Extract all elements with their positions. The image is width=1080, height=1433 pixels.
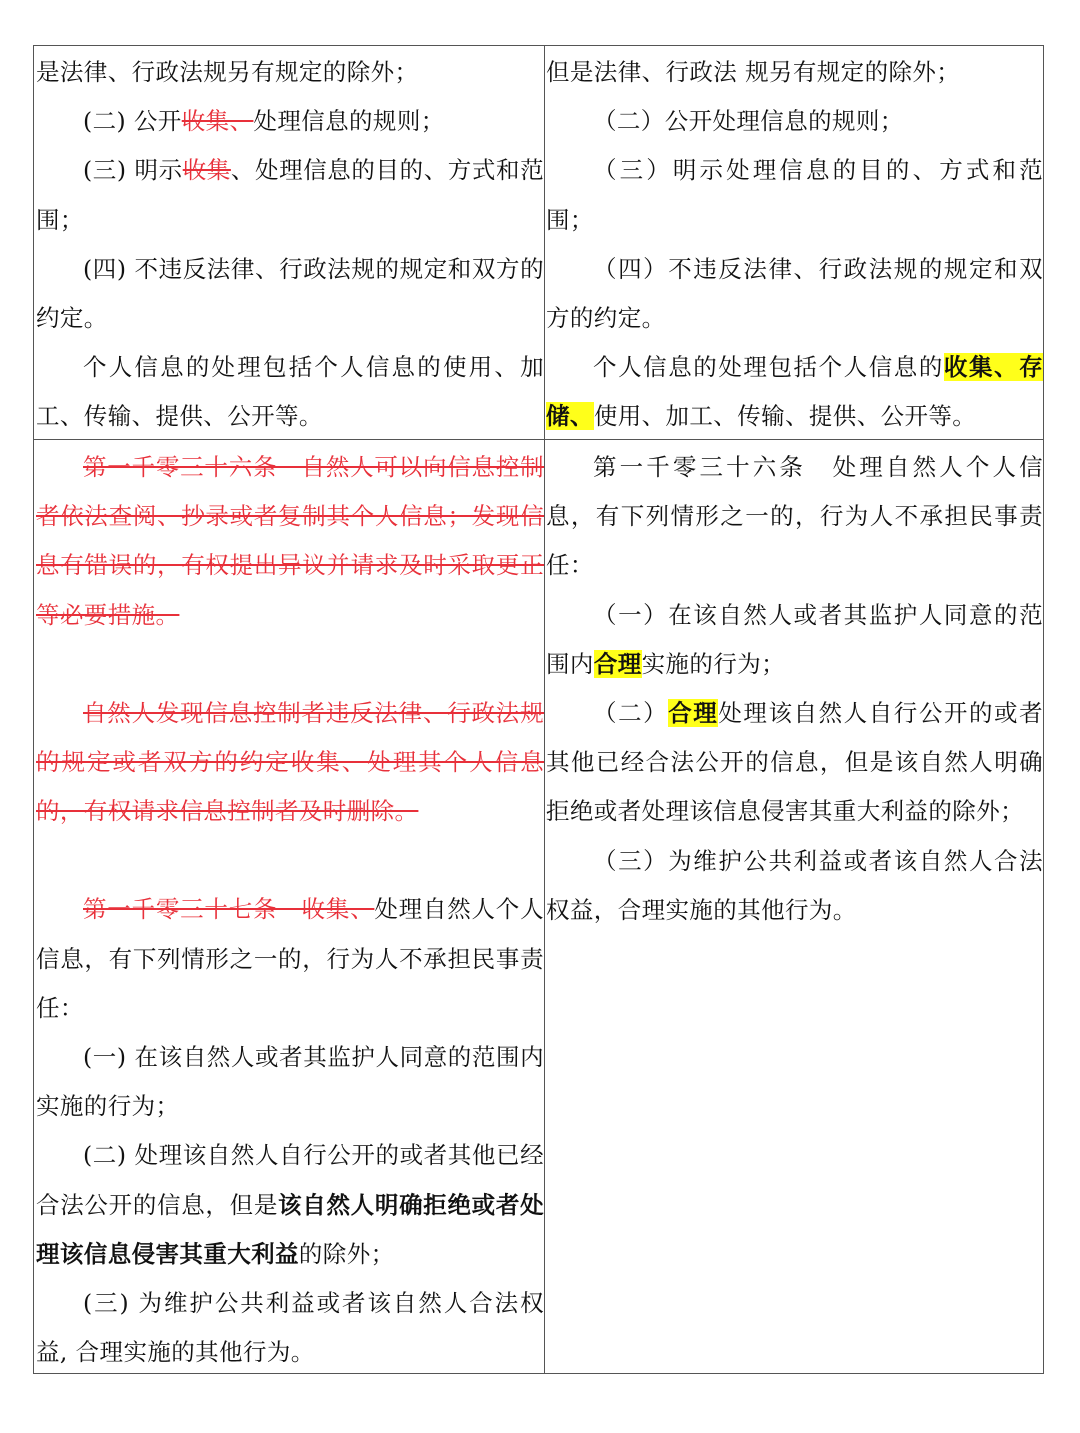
- deleted-text: 收集、: [181, 107, 254, 136]
- text: 、处理信息的目的、方式和范围；: [36, 156, 544, 234]
- text: (二) 公开: [83, 107, 182, 136]
- paragraph: (三) 为维护公共利益或者该自然人合法权益, 合理实施的其他行为。: [36, 1289, 544, 1367]
- text: (三) 明示: [83, 156, 183, 185]
- paragraph: （二）公开处理信息的规则；: [593, 107, 904, 136]
- paragraph: [36, 146, 544, 244]
- highlighted-text: 合理: [593, 649, 642, 678]
- paragraph: （三）为维护公共利益或者该自然人合法权益，合理实施的其他行为。: [546, 846, 1043, 924]
- paragraph: [36, 1131, 544, 1279]
- paragraph: 是法律、行政法规另有规定的除外；: [36, 58, 419, 86]
- bold-text: 该自然人明确拒绝或者处理该信息侵害其重大利益: [36, 1190, 544, 1268]
- text: 处理该自然人自行公开的或者其他已经合法公开的信息，但是该自然人明确拒绝或者处理该信息侵害其重大利益的除外；: [546, 699, 1044, 826]
- paragraph: (四) 不违反法律、行政法规的规定和双方的约定。: [36, 254, 544, 333]
- text: 的除外；: [298, 1239, 395, 1268]
- spacer: [36, 836, 544, 885]
- text: 使用、加工、传输、提供、公开等。: [593, 402, 977, 431]
- paragraph: [546, 343, 1043, 441]
- paragraph: [546, 689, 1043, 837]
- text: 个人信息的处理包括个人信息的: [593, 353, 944, 382]
- paragraph: (一) 在该自然人或者其监护人同意的范围内实施的行为；: [36, 1043, 544, 1121]
- paragraph: （三）明示处理信息的目的、方式和范围；: [546, 156, 1043, 234]
- left-bottom-cell: [36, 443, 544, 1377]
- right-bottom-cell: [546, 443, 1043, 935]
- text: （二）: [593, 699, 669, 728]
- paragraph: [546, 591, 1043, 689]
- right-top-cell: [546, 48, 1043, 442]
- deleted-text: 收集: [182, 156, 231, 185]
- paragraph: 个人信息的处理包括个人信息的使用、加工、传输、提供、公开等。: [36, 353, 544, 431]
- deleted-paragraph: 第一千零三十六条 自然人可以向信息控制者依法查阅、抄录或者复制其个人信息；发现信息有错误的，有权提出异议并请求及时采取更正等必要措施。: [36, 453, 544, 629]
- paragraph: [36, 885, 544, 1033]
- column-divider: [544, 46, 545, 1373]
- text: 实施的行为；: [641, 649, 786, 678]
- text: （一）在该自然人或者其监护人同意的范围内: [546, 600, 1043, 678]
- text: 处理信息的规则；: [253, 107, 445, 136]
- comparison-table: [33, 45, 1044, 1374]
- highlighted-text: 收集、存储、: [546, 353, 1043, 431]
- paragraph: 但是法律、行政法 规另有规定的除外；: [546, 58, 961, 86]
- text: (二) 处理该自然人自行公开的或者其他已经合法公开的信息，但是: [36, 1141, 544, 1219]
- paragraph: 第一千零三十六条 处理自然人个人信息，有下列情形之一的，行为人不承担民事责任：: [546, 453, 1043, 580]
- spacer: [36, 640, 544, 689]
- left-top-cell: [36, 48, 544, 442]
- deleted-text: 第一千零三十七条 收集、: [83, 895, 375, 924]
- text: 处理自然人个人信息，有下列情形之一的，行为人不承担民事责任：: [36, 895, 544, 1022]
- paragraph: [36, 97, 544, 146]
- highlighted-text: 合理: [668, 699, 719, 728]
- paragraph: （四）不违反法律、行政法规的规定和双方的约定。: [546, 254, 1043, 333]
- deleted-paragraph: 自然人发现信息控制者违反法律、行政法规的规定或者双方的约定收集、处理其个人信息的，有权请求信息控制者及时删除。: [36, 698, 544, 826]
